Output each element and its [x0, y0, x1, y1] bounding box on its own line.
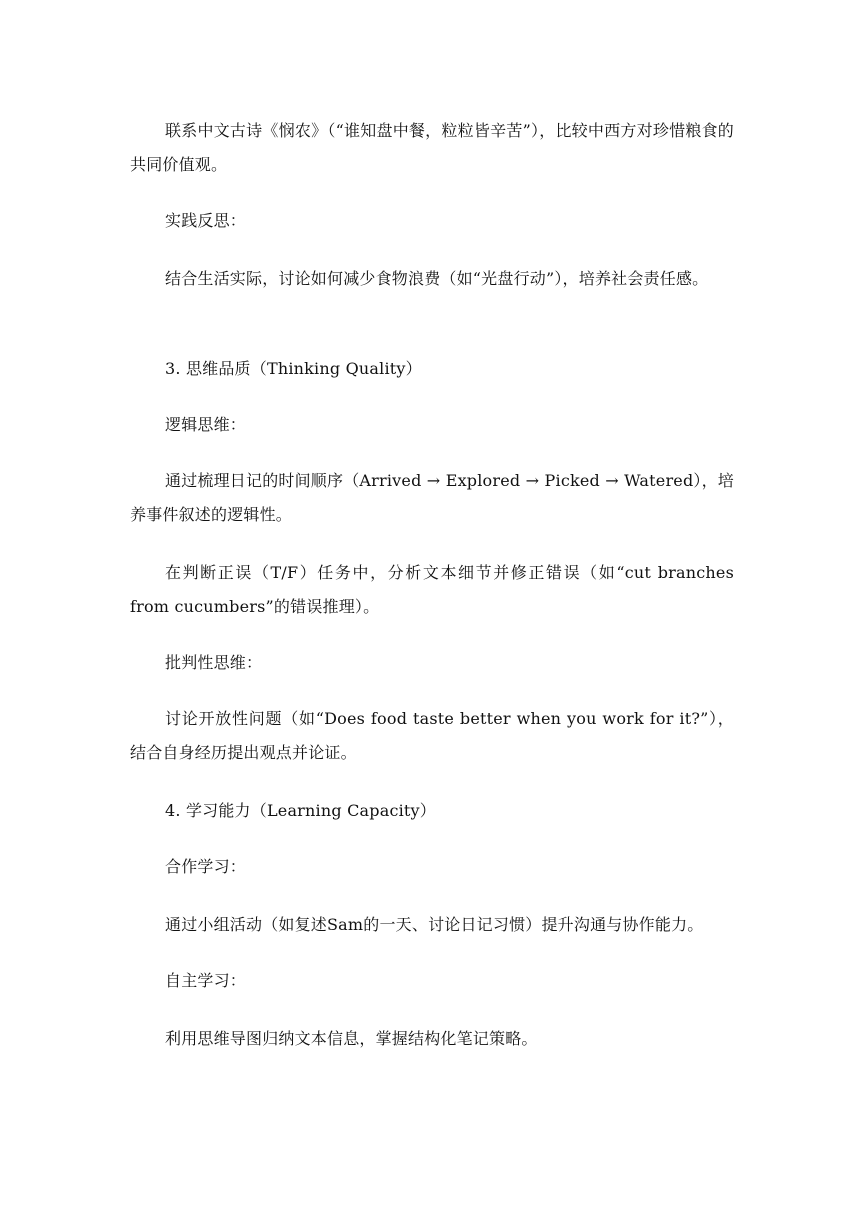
- heading-logical-thinking: 逻辑思维：: [165, 415, 247, 434]
- heading-autonomous-learning: 自主学习：: [165, 971, 247, 990]
- paragraph-mind-map: 利用思维导图归纳文本信息，掌握结构化笔记策略。: [165, 1029, 538, 1048]
- paragraph-diary-time-order: 通过梳理日记的时间顺序（Arrived → Explored → Picked → Watered），培养事件叙述的逻辑性。: [130, 471, 735, 524]
- heading-cooperative-learning: 合作学习：: [165, 857, 247, 876]
- paragraph-group-activities: 通过小组活动（如复述Sam的一天、讨论日记习惯）提升沟通与协作能力。: [165, 915, 704, 934]
- section-title-learning-capacity: 4. 学习能力（Learning Capacity）: [165, 801, 436, 820]
- heading-critical-thinking: 批判性思维：: [165, 653, 263, 672]
- paragraph-minnong-poem: 联系中文古诗《悯农》（“谁知盘中餐，粒粒皆辛苦”），比较中西方对珍惜粮食的共同价值观。: [130, 121, 734, 174]
- section-title-thinking-quality: 3. 思维品质（Thinking Quality）: [165, 359, 422, 378]
- paragraph-reduce-food-waste: 结合生活实际，讨论如何减少食物浪费（如“光盘行动”），培养社会责任感。: [165, 269, 709, 288]
- paragraph-true-false-task: 在判断正误（T/F）任务中，分析文本细节并修正错误（如“cut branches from cucumbers”的错误推理）。: [130, 563, 734, 616]
- heading-practice-reflection: 实践反思：: [165, 211, 247, 230]
- paragraph-open-question: 讨论开放性问题（如“Does food taste better when you work for it?”），结合自身经历提出观点并论证。: [130, 709, 734, 762]
